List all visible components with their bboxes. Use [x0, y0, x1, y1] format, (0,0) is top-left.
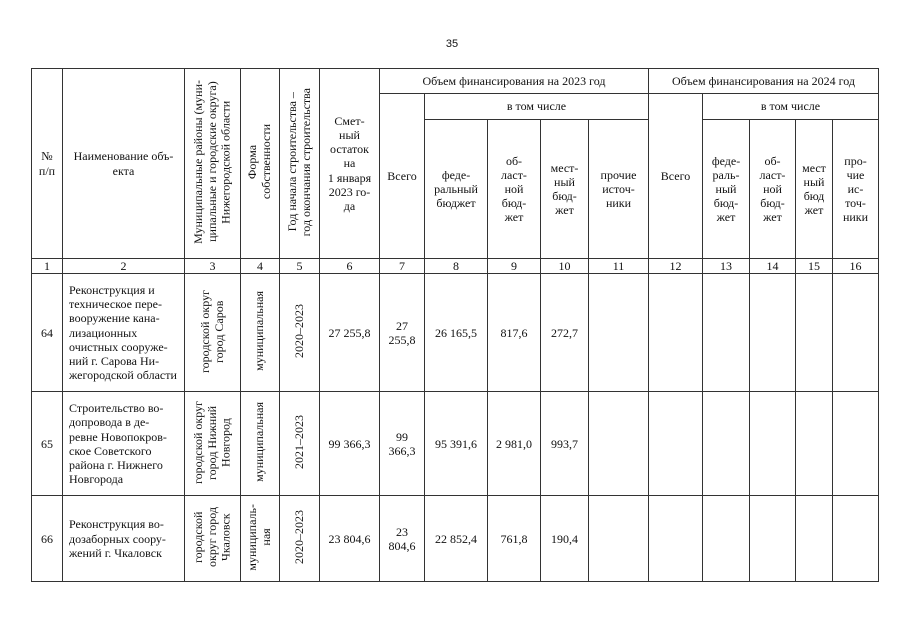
header-total-2024-text: Всего [660, 168, 691, 183]
column-number: 16 [833, 259, 879, 274]
header-including-2023-text: в том числе [506, 99, 567, 114]
column-number: 15 [796, 259, 833, 274]
row-no: 65 [32, 392, 63, 496]
row-federal-2024 [703, 496, 750, 582]
row-local-2024 [796, 496, 833, 582]
row-ownership-text: муниципаль- ная [245, 503, 273, 571]
row-total-2023 [380, 496, 425, 582]
row-regional-2024 [750, 274, 796, 392]
row-years-text: 2020–2023 [291, 304, 306, 359]
row-municipality [185, 274, 241, 392]
column-number: 13 [703, 259, 750, 274]
header-funding-2023 [380, 69, 649, 94]
row-regional-2023: 2 981,0 [488, 392, 541, 496]
header-federal-2024 [703, 120, 750, 259]
header-local-2024-text: мест ный бюд жет [802, 160, 826, 218]
header-including-2024-text: в том числе [760, 99, 821, 114]
row-remaining: 23 804,6 [320, 496, 380, 582]
header-total-2024 [649, 94, 703, 259]
row-ownership [241, 392, 280, 496]
header-including-2024 [703, 94, 879, 120]
row-remaining: 27 255,8 [320, 274, 380, 392]
row-years-text: 2021–2023 [291, 415, 306, 470]
header-regional-2023 [488, 120, 541, 259]
header-funding-2024-text: Объем финансирования на 2024 год [671, 73, 856, 88]
header-ownership-text: Форма собственности [245, 124, 273, 200]
row-municipality-text: городской округ город Саров [197, 289, 226, 373]
header-remaining [320, 69, 380, 259]
table-row [32, 274, 879, 392]
row-no: 64 [32, 274, 63, 392]
row-federal-2024 [703, 274, 750, 392]
column-number: 9 [488, 259, 541, 274]
row-years [280, 274, 320, 392]
row-other-2024 [833, 392, 879, 496]
row-federal-2023: 26 165,5 [425, 274, 488, 392]
row-regional-2024 [750, 496, 796, 582]
header-name [63, 69, 185, 259]
header-no-text: № п/п [38, 149, 56, 178]
row-name [63, 274, 185, 392]
header-other-2024-text: про- чие ис- точ- ники [842, 153, 869, 225]
table-row [32, 496, 879, 582]
column-number: 5 [280, 259, 320, 274]
row-total-2023-text: 23 804,6 [388, 524, 416, 553]
row-name [63, 392, 185, 496]
row-total-2023-text: 27 255,8 [388, 318, 416, 347]
header-federal-2023 [425, 120, 488, 259]
row-total-2023 [380, 274, 425, 392]
header-local-2023 [541, 120, 589, 259]
row-no: 66 [32, 496, 63, 582]
row-years [280, 496, 320, 582]
row-municipality-text: городской округ город Нижний Новгород [190, 400, 233, 484]
header-ownership [241, 69, 280, 259]
header-remaining-text: Смет- ный остаток на 1 января 2023 го- да [327, 113, 372, 213]
column-number: 14 [750, 259, 796, 274]
header-municipality-text: Муниципальные районы (муни- ципальные и городские округа) Нижегородской области [190, 79, 233, 244]
row-other-2023 [589, 496, 649, 582]
column-number: 1 [32, 259, 63, 274]
row-federal-2024 [703, 392, 750, 496]
row-total-2023-text: 99 366,3 [388, 429, 416, 458]
row-other-2023 [589, 392, 649, 496]
column-numbers-row [32, 259, 879, 274]
row-name-text: Строительство во- допровода в де- ревне Новопокров- ское Советского района г. Нижнего Новгорода [69, 401, 167, 486]
row-regional-2023: 761,8 [488, 496, 541, 582]
row-federal-2023: 22 852,4 [425, 496, 488, 582]
header-years-text: Год начала строительства – год окончания строительства [284, 87, 313, 237]
header-years [280, 69, 320, 259]
header-regional-2024 [750, 120, 796, 259]
row-remaining: 99 366,3 [320, 392, 380, 496]
header-total-2023-text: Всего [387, 168, 417, 183]
column-number: 12 [649, 259, 703, 274]
header-other-2023-text: прочие источ- ники [600, 167, 637, 211]
row-federal-2023: 95 391,6 [425, 392, 488, 496]
header-funding-2024 [649, 69, 879, 94]
row-regional-2024 [750, 392, 796, 496]
row-local-2023: 993,7 [541, 392, 589, 496]
row-years-text: 2020–2023 [291, 510, 306, 565]
header-local-2023-text: мест- ный бюд- жет [550, 160, 579, 218]
row-other-2024 [833, 496, 879, 582]
row-name-text: Реконструкция и техническое пере- вооружение кана- лизационных очистных сооруже- ний г. Сарова Ни- жегородской области [69, 283, 177, 383]
row-other-2023 [589, 274, 649, 392]
row-total-2024 [649, 496, 703, 582]
row-total-2023 [380, 392, 425, 496]
header-name-text: Наименование объ- екта [73, 149, 174, 178]
row-name [63, 496, 185, 582]
row-ownership-text: муниципальная [252, 402, 267, 483]
row-municipality [185, 392, 241, 496]
header-regional-2024-text: об- ласт- ной бюд- жет [759, 153, 786, 225]
table-row [32, 392, 879, 496]
row-ownership [241, 496, 280, 582]
row-local-2023: 272,7 [541, 274, 589, 392]
header-total-2023 [380, 94, 425, 259]
row-regional-2023: 817,6 [488, 274, 541, 392]
column-number: 7 [380, 259, 425, 274]
header-funding-2023-text: Объем финансирования на 2023 год [422, 73, 606, 88]
column-number: 3 [185, 259, 241, 274]
row-name-text: Реконструкция во- дозаборных соору- жений г. Чкаловск [69, 517, 166, 560]
financing-table [31, 68, 879, 582]
row-municipality [185, 496, 241, 582]
header-regional-2023-text: об- ласт- ной бюд- жет [501, 153, 527, 225]
row-ownership [241, 274, 280, 392]
header-other-2024 [833, 120, 879, 259]
row-local-2024 [796, 274, 833, 392]
row-local-2024 [796, 392, 833, 496]
column-number: 8 [425, 259, 488, 274]
column-number: 6 [320, 259, 380, 274]
header-municipality [185, 69, 241, 259]
column-number: 10 [541, 259, 589, 274]
column-number: 11 [589, 259, 649, 274]
row-other-2024 [833, 274, 879, 392]
header-federal-2023-text: феде- ральный бюджет [434, 167, 478, 211]
column-number: 4 [241, 259, 280, 274]
row-years [280, 392, 320, 496]
row-local-2023: 190,4 [541, 496, 589, 582]
page-number: 35 [445, 38, 459, 50]
header-other-2023 [589, 120, 649, 259]
header-local-2024 [796, 120, 833, 259]
header-federal-2024-text: феде- раль- ный бюд- жет [711, 153, 741, 225]
row-ownership-text: муниципальная [252, 291, 267, 372]
header-including-2023 [425, 94, 649, 120]
row-municipality-text: городской округ город Чкаловск [190, 507, 233, 568]
header-no [32, 69, 63, 259]
column-number: 2 [63, 259, 185, 274]
row-total-2024 [649, 392, 703, 496]
row-total-2024 [649, 274, 703, 392]
